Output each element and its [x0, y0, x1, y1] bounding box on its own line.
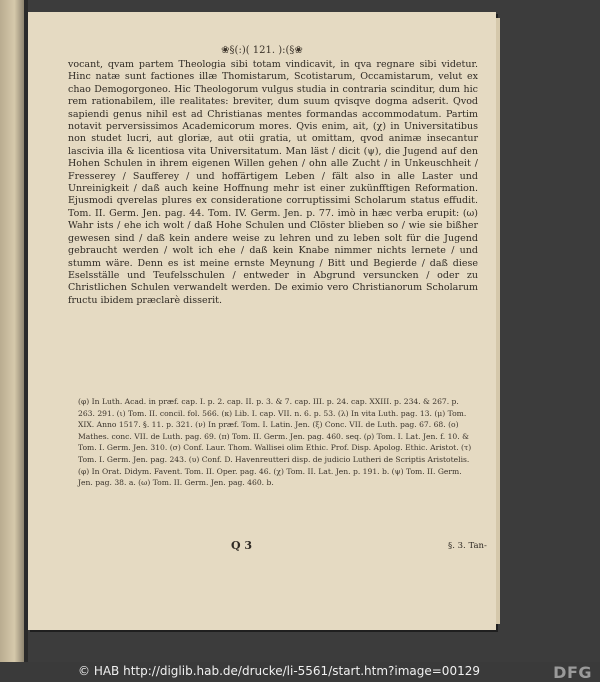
page-edge — [496, 18, 500, 624]
copyright-link[interactable]: © HAB http://diglib.hab.de/drucke/li-5561/start.htm?image=00129 — [78, 664, 480, 678]
footnotes — [78, 396, 478, 489]
facing-page-edge — [0, 0, 24, 662]
book-page — [28, 12, 496, 630]
signature-mark: Q 3 — [231, 539, 253, 552]
viewer-footer — [0, 662, 600, 682]
catchword: §. 3. Tan- — [448, 541, 487, 551]
page-header: ❀§(:)( 121. ):(§❀ — [221, 45, 303, 56]
main-text — [68, 59, 478, 307]
footnote-block: (φ) In Luth. Acad. in præf. cap. I. p. 2. cap. II. p. 3. & 7. cap. III. p. 24. cap. XXIII. p. 234. & 267. p. 263. 291. (ι) Tom. II. concil. fol. 566. (κ) Lib. I. cap. VII. n. 6. p. 53. (λ) In vita Luth. pag. 13. (μ) Tom. XIX. Anno 1517. §. 11. p. 321. (ν) In præf. Tom. I. Latin. Jen. (ξ) Conc. VII. de Luth. pag. 67. 68. (ο) Mathes. conc. VII. de Luth. pag. 69. (π) Tom. II. Germ. Jen. pag. 460. seq. (ρ) Tom. I. Lat. Jen. f. 10. & Tom. I. Germ. Jen. 310. (σ) Conf. Laur. Thom. Wallisei olim Ethic. Prof. Disp. Apolog. Ethic. Aristot. (τ) Tom. I. Germ. Jen. pag. 243. (υ) Conf. D. Havenreutteri disp. de judicio Lutheri de Scriptis Aristotelis. (φ) In Orat. Didym. Favent. Tom. II. Oper. pag. 46. (χ) Tom. II. Lat. Jen. p. 191. b. (ψ) Tom. II. Germ. Jen. pag. 38. a. (ω) Tom. II. Germ. Jen. pag. 460. b. — [78, 397, 472, 488]
dfg-logo-icon: DFG — [553, 663, 592, 682]
paragraph: vocant, qvam partem Theologia sibi totam vindicavit, in qva regnare sibi videtur. Hinc natæ sunt factiones illæ Thomistarum, Scotistarum, Occamistarum, velut ex chao Demogorgoneo. Hic Theologorum vulgus studia in contraria scinditur, dum hic rem rationabilem, ille realitates: breviter, dum suum qvisqve dogma adserit. Qvod sapiendi genus nihil est ad Christianas mentes formandas accommodatum. Partim notavit perversissimos Academicorum mores. Qvis enim, ait, (χ) in Universitatibus non studet lucri, aut gloriæ, aut otii gratia, ut omittam, qvod animæ insecantur lascivia illa & licentiosa vita Universitatum. Man läst / dicit (ψ), die Jugend auf den Hohen Schulen in ihrem eigenen Willen gehen / ohn alle Zucht / in Unkeuschheit / Fresserey / Saufferey / und hoffärtigem Leben / fält also in alle Laster und Unreinigkeit / daß auch keine Hoffnung mehr ist einer zukünfftigen Reformation. Ejusmodi qverelas plures ex consideratione corruptissimi Scholarum status effudit. Tom. II. Germ. Jen. pag. 44. Tom. IV. Germ. Jen. p. 77. imò in hæc verba erupit: (ω) Wahr ists / ehe ich wolt / daß Hohe Schulen und Clöster blieben so / wie sie bißher gewesen sind / daß kein andere weise zu lehren und zu leben solt für die Jugend gebraucht werden / wolt ich ehe / daß kein Knabe nimmer nichts lernete / und stumm wäre. Denn es ist meine ernste Meynung / Bitt und Begierde / daß diese Eselsställe und Teufelsschulen / entweder in Abgrund versuncken / oder zu Christlichen Schulen verwandelt werden. De eximio vero Christianorum Scholarum fructu ibidem præclarè disserit. — [68, 59, 478, 306]
